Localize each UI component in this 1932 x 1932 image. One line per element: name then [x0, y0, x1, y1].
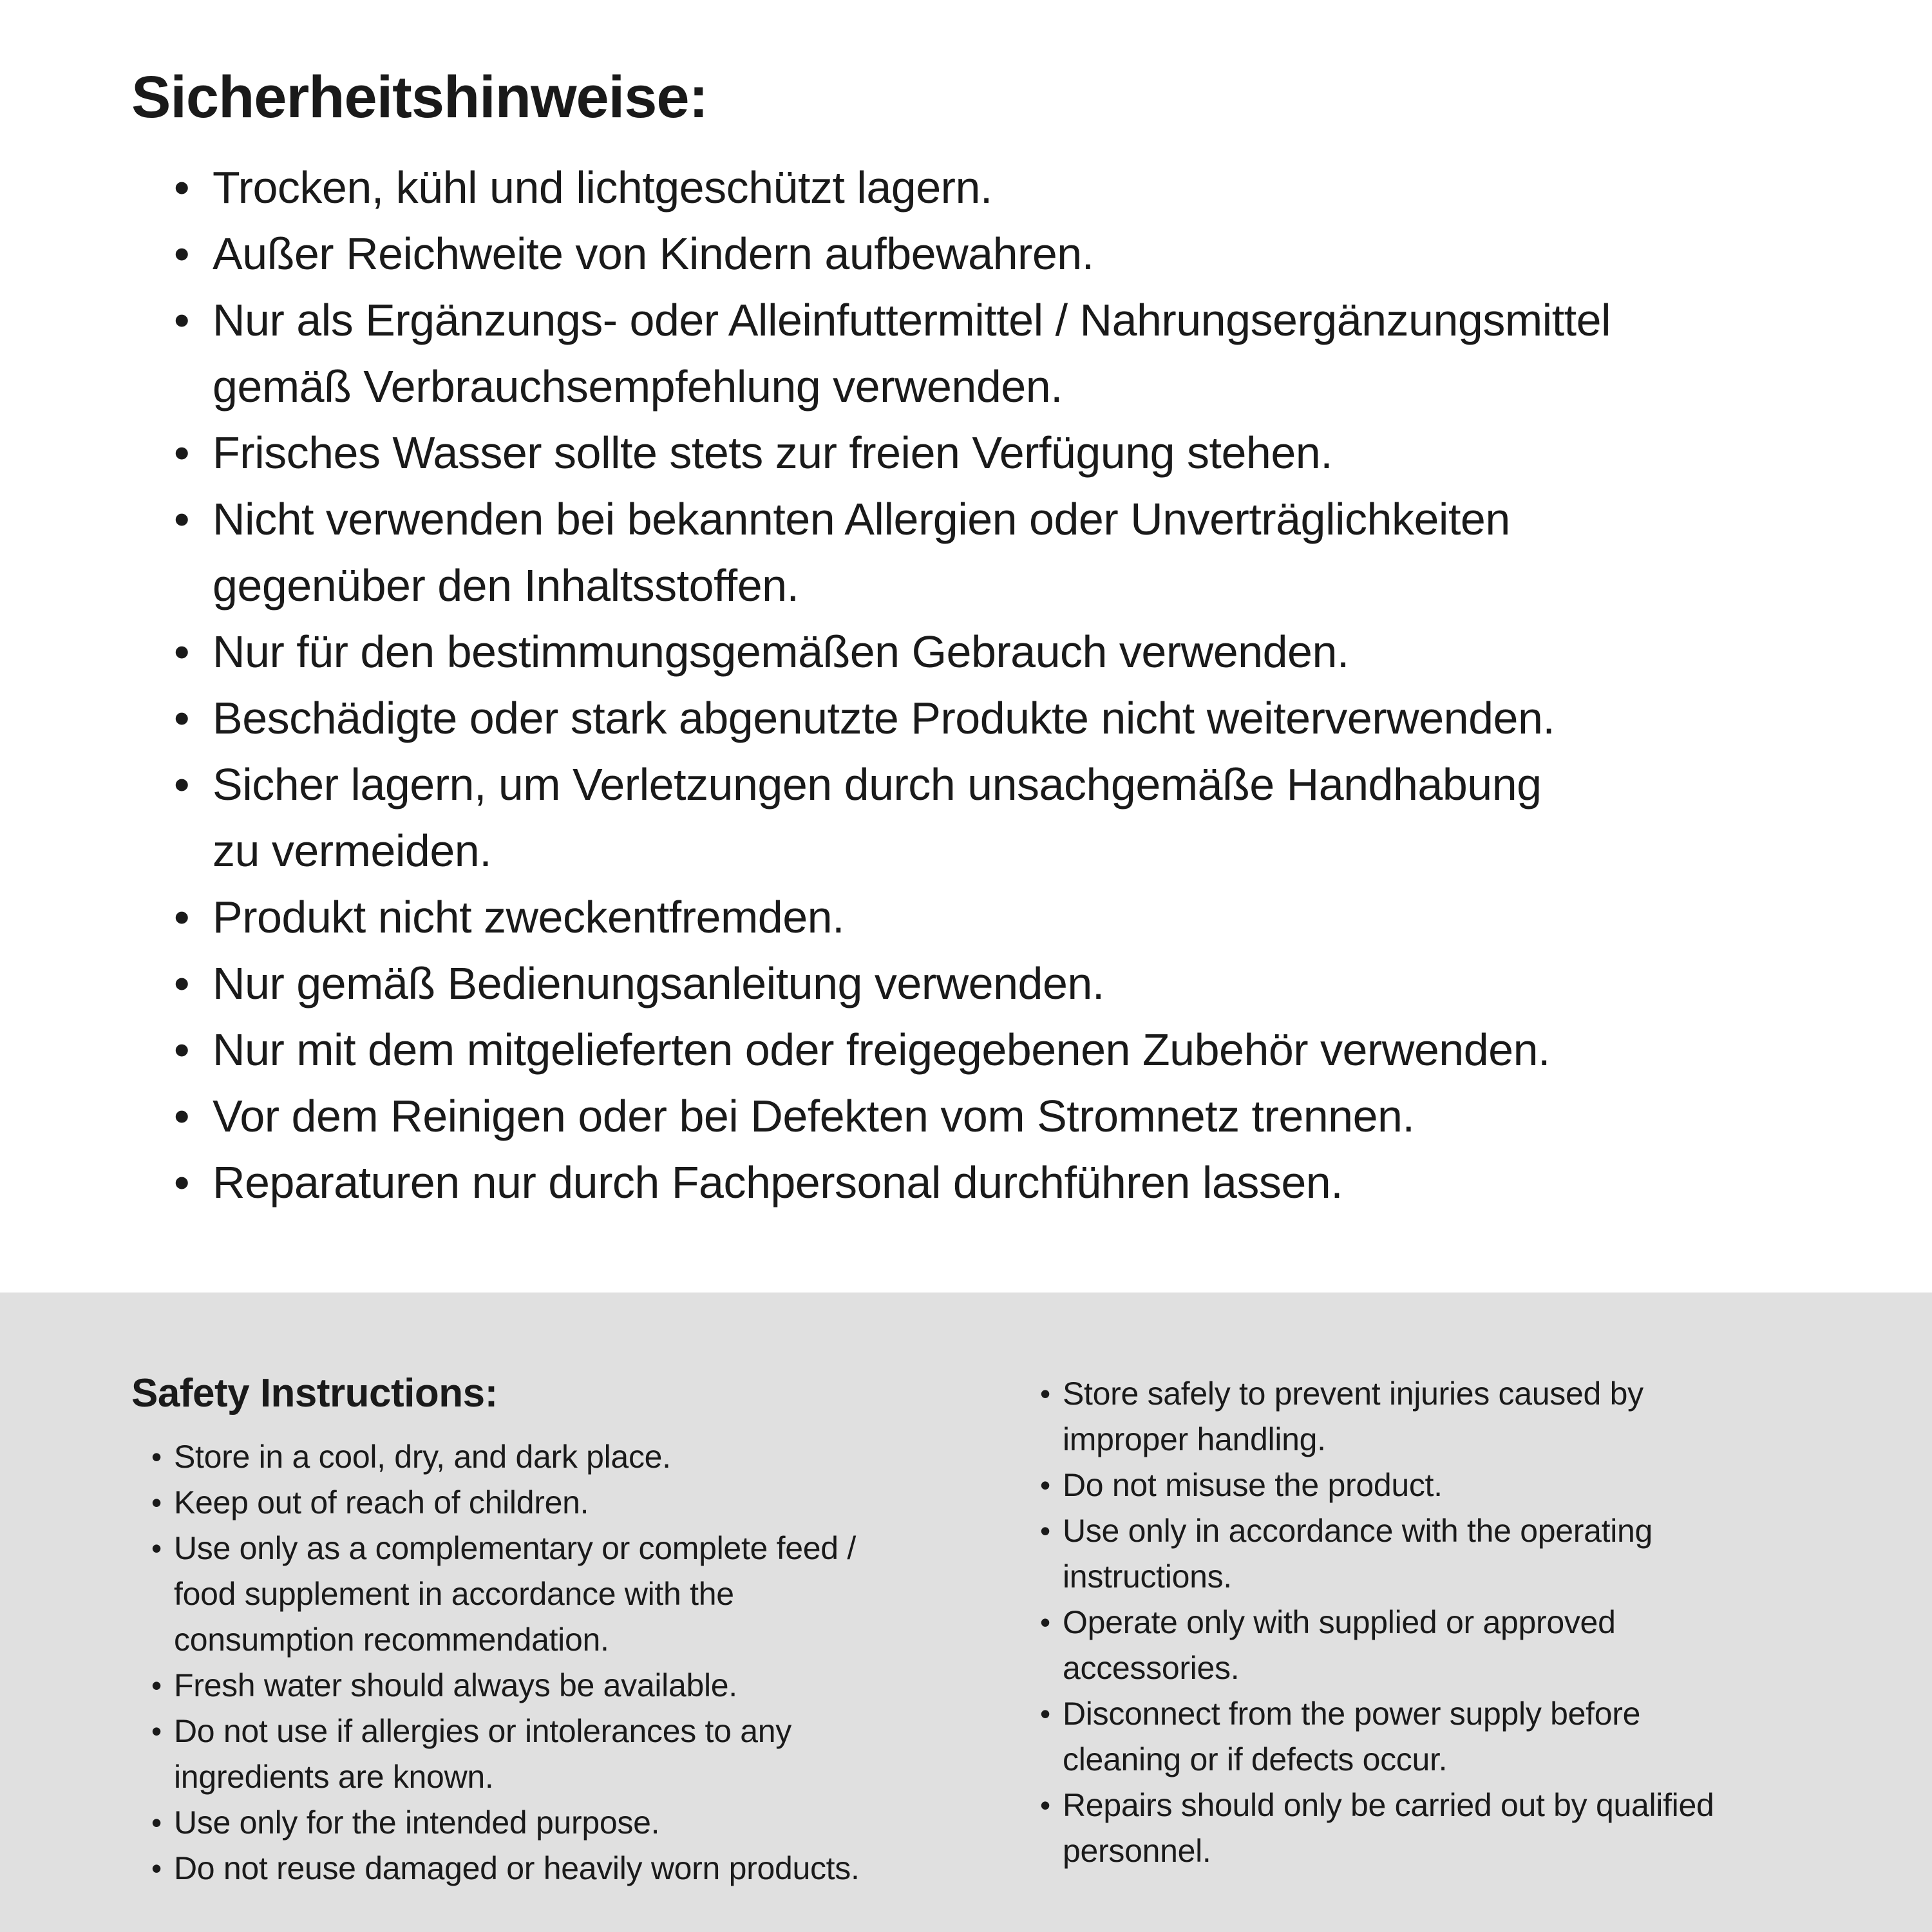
list-item [151, 1800, 1040, 1846]
list-line-text: improper handling. [1063, 1421, 1326, 1457]
bullet-icon: • [174, 627, 190, 677]
bullet-icon: • [174, 1091, 190, 1142]
bullet-icon: • [151, 1805, 162, 1839]
list-line-text: gegenüber den Inhaltsstoffen. [213, 560, 799, 611]
list-line-text: zu vermeiden. [213, 826, 492, 876]
list-line-text: Vor dem Reinigen oder bei Defekten vom Stromnetz trennen. [213, 1091, 1415, 1142]
list-item [1040, 1508, 1874, 1554]
bullet-icon: • [174, 693, 190, 744]
list-item [151, 1434, 1040, 1480]
german-section [131, 62, 1893, 1216]
english-right-column [1040, 1368, 1874, 1932]
list-line-text: Store safely to prevent injuries caused by [1063, 1376, 1643, 1412]
bullet-icon: • [151, 1531, 162, 1565]
list-line-continuation [151, 1617, 1040, 1663]
list-line-text: Use only as a complementary or complete feed / [174, 1530, 856, 1566]
list-item [174, 1150, 1893, 1216]
german-section-title: Sicherheitshinweise: [131, 64, 708, 130]
bullet-icon: • [174, 892, 190, 943]
list-item [174, 752, 1893, 818]
list-line-text: Nicht verwenden bei bekannten Allergien oder Unverträglichkeiten [213, 494, 1510, 545]
german-bullet-list [174, 155, 1893, 1216]
list-line-text: Beschädigte oder stark abgenutzte Produkte nicht weiterverwenden. [213, 693, 1555, 744]
bullet-icon: • [1040, 1514, 1050, 1548]
list-line-text: Reparaturen nur durch Fachpersonal durchführen lassen. [213, 1157, 1343, 1208]
list-line-text: food supplement in accordance with the [174, 1575, 734, 1612]
list-item [174, 1083, 1893, 1150]
english-section [0, 1293, 1932, 1932]
list-line-text: Keep out of reach of children. [174, 1484, 589, 1520]
list-line-continuation [1040, 1737, 1874, 1783]
list-line-text: Disconnect from the power supply before [1063, 1696, 1641, 1732]
bullet-icon: • [1040, 1377, 1050, 1410]
list-line-text: Nur gemäß Bedienungsanleitung verwenden. [213, 958, 1104, 1009]
bullet-icon: • [174, 1157, 190, 1208]
bullet-icon: • [174, 428, 190, 478]
list-item [151, 1526, 1040, 1571]
list-line-continuation [174, 818, 1893, 884]
list-line-text: Nur als Ergänzungs- oder Alleinfuttermittel / Nahrungsergänzungsmittel [213, 295, 1611, 346]
list-line-text: Nur mit dem mitgelieferten oder freigegebenen Zubehör verwenden. [213, 1025, 1550, 1075]
list-line-text: Außer Reichweite von Kindern aufbewahren. [213, 229, 1094, 279]
bullet-icon: • [1040, 1468, 1050, 1502]
list-line-text: Do not reuse damaged or heavily worn products. [174, 1850, 860, 1886]
list-line-continuation [151, 1754, 1040, 1800]
list-item [174, 287, 1893, 354]
bullet-icon: • [174, 1025, 190, 1075]
list-item [1040, 1783, 1874, 1828]
list-item [1040, 1691, 1874, 1737]
bullet-icon: • [151, 1851, 162, 1885]
english-section-title: Safety Instructions: [131, 1371, 498, 1416]
list-line-text: Nur für den bestimmungsgemäßen Gebrauch verwenden. [213, 627, 1349, 677]
bullet-icon: • [151, 1668, 162, 1702]
list-line-text: Fresh water should always be available. [174, 1667, 737, 1703]
list-line-continuation [174, 553, 1893, 619]
bullet-icon: • [174, 295, 190, 346]
bullet-icon: • [151, 1485, 162, 1519]
list-line-text: gemäß Verbrauchsempfehlung verwenden. [213, 361, 1063, 412]
bullet-icon: • [174, 494, 190, 545]
list-item [1040, 1600, 1874, 1645]
bullet-icon: • [174, 162, 190, 213]
list-item [174, 1017, 1893, 1083]
english-bullet-list-left [151, 1434, 1040, 1891]
list-line-text: Sicher lagern, um Verletzungen durch unsachgemäße Handhabung [213, 759, 1542, 810]
list-item [151, 1663, 1040, 1709]
list-line-continuation [174, 354, 1893, 420]
bullet-icon: • [1040, 1605, 1050, 1639]
list-line-continuation [1040, 1554, 1874, 1600]
list-item [151, 1709, 1040, 1754]
list-item [174, 884, 1893, 951]
bullet-icon: • [151, 1714, 162, 1748]
list-item [174, 221, 1893, 287]
list-item [151, 1846, 1040, 1891]
list-item [174, 619, 1893, 685]
bullet-icon: • [151, 1439, 162, 1473]
list-line-text: Frisches Wasser sollte stets zur freien Verfügung stehen. [213, 428, 1333, 478]
bullet-icon: • [174, 229, 190, 279]
list-line-continuation [1040, 1828, 1874, 1874]
list-line-text: Use only for the intended purpose. [174, 1804, 660, 1841]
list-line-text: accessories. [1063, 1650, 1240, 1686]
bullet-icon: • [1040, 1788, 1050, 1822]
list-item [1040, 1463, 1874, 1508]
list-line-continuation [1040, 1645, 1874, 1691]
list-line-text: Do not use if allergies or intolerances to any [174, 1712, 791, 1749]
list-line-text: Repairs should only be carried out by qualified [1063, 1787, 1714, 1823]
list-line-text: ingredients are known. [174, 1758, 494, 1795]
list-line-text: personnel. [1063, 1833, 1211, 1869]
list-line-text: instructions. [1063, 1558, 1232, 1595]
list-item [174, 155, 1893, 221]
list-line-text: Trocken, kühl und lichtgeschützt lagern. [213, 162, 992, 213]
list-item [1040, 1371, 1874, 1417]
list-item [174, 486, 1893, 553]
list-line-text: cleaning or if defects occur. [1063, 1741, 1448, 1777]
bullet-icon: • [174, 759, 190, 810]
list-line-text: Produkt nicht zweckentfremden. [213, 892, 845, 943]
list-item [174, 951, 1893, 1017]
bullet-icon: • [1040, 1697, 1050, 1730]
list-item [151, 1480, 1040, 1526]
list-line-text: Use only in accordance with the operating [1063, 1513, 1653, 1549]
english-bullet-list-right [1040, 1371, 1874, 1874]
list-item [174, 420, 1893, 486]
list-line-continuation [1040, 1417, 1874, 1463]
list-line-continuation [151, 1571, 1040, 1617]
list-line-text: Do not misuse the product. [1063, 1467, 1443, 1503]
list-line-text: consumption recommendation. [174, 1621, 609, 1658]
bullet-icon: • [174, 958, 190, 1009]
english-left-column [131, 1368, 1040, 1932]
list-line-text: Operate only with supplied or approved [1063, 1604, 1616, 1640]
list-item [174, 685, 1893, 752]
list-line-text: Store in a cool, dry, and dark place. [174, 1438, 671, 1475]
